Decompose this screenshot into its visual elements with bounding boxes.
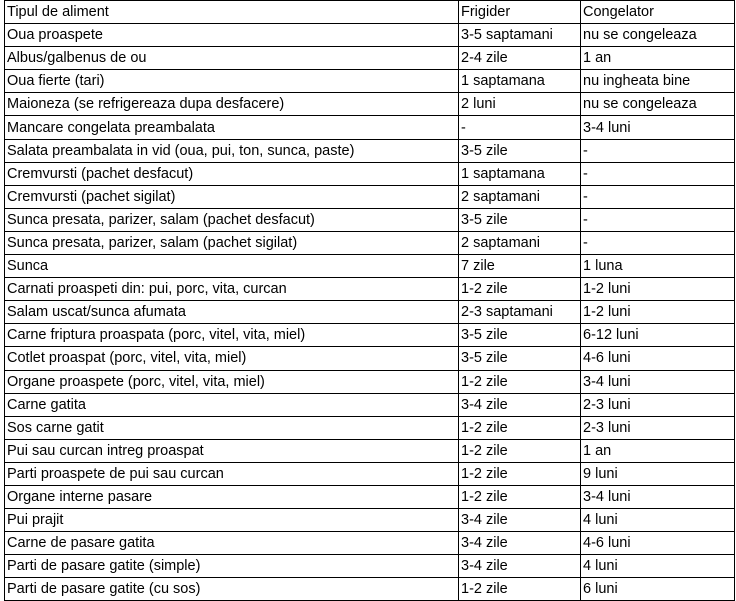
- cell-freezer-duration: -: [581, 139, 735, 162]
- cell-freezer-duration: 9 luni: [581, 462, 735, 485]
- cell-food-type: Salata preambalata in vid (oua, pui, ton, sunca, paste): [5, 139, 459, 162]
- cell-food-type: Carnati proaspeti din: pui, porc, vita, curcan: [5, 278, 459, 301]
- cell-freezer-duration: 1 luna: [581, 255, 735, 278]
- cell-fridge-duration: 2 luni: [459, 93, 581, 116]
- table-row: [5, 324, 735, 347]
- table-row: [5, 231, 735, 254]
- cell-freezer-duration: 2-3 luni: [581, 393, 735, 416]
- table-row: [5, 93, 735, 116]
- cell-fridge-duration: 1-2 zile: [459, 416, 581, 439]
- cell-freezer-duration: 3-4 luni: [581, 485, 735, 508]
- cell-freezer-duration: 4 luni: [581, 555, 735, 578]
- cell-food-type: Carne gatita: [5, 393, 459, 416]
- table-row: [5, 509, 735, 532]
- cell-freezer-duration: nu se congeleaza: [581, 93, 735, 116]
- table-row: [5, 162, 735, 185]
- cell-freezer-duration: 1 an: [581, 47, 735, 70]
- cell-freezer-duration: 4 luni: [581, 509, 735, 532]
- table-header-row: [5, 1, 735, 24]
- table-row: [5, 555, 735, 578]
- table-row: [5, 532, 735, 555]
- cell-freezer-duration: 3-4 luni: [581, 370, 735, 393]
- cell-food-type: Maioneza (se refrigereaza dupa desfacere): [5, 93, 459, 116]
- cell-food-type: Oua proaspete: [5, 24, 459, 47]
- table-body: [5, 24, 735, 601]
- cell-food-type: Carne friptura proaspata (porc, vitel, vita, miel): [5, 324, 459, 347]
- table-row: [5, 393, 735, 416]
- cell-freezer-duration: nu ingheata bine: [581, 70, 735, 93]
- cell-food-type: Sunca: [5, 255, 459, 278]
- table-row: [5, 416, 735, 439]
- cell-freezer-duration: 1 an: [581, 439, 735, 462]
- table-row: [5, 485, 735, 508]
- cell-food-type: Parti de pasare gatite (simple): [5, 555, 459, 578]
- cell-freezer-duration: 2-3 luni: [581, 416, 735, 439]
- cell-freezer-duration: 6 luni: [581, 578, 735, 601]
- cell-fridge-duration: 2 saptamani: [459, 231, 581, 254]
- cell-food-type: Sos carne gatit: [5, 416, 459, 439]
- food-storage-table-container: [4, 0, 734, 601]
- cell-food-type: Organe proaspete (porc, vitel, vita, miel): [5, 370, 459, 393]
- cell-food-type: Cotlet proaspat (porc, vitel, vita, miel): [5, 347, 459, 370]
- table-row: [5, 439, 735, 462]
- cell-food-type: Parti de pasare gatite (cu sos): [5, 578, 459, 601]
- cell-fridge-duration: 2 saptamani: [459, 185, 581, 208]
- cell-fridge-duration: 1-2 zile: [459, 370, 581, 393]
- cell-food-type: Cremvursti (pachet desfacut): [5, 162, 459, 185]
- cell-fridge-duration: 1-2 zile: [459, 462, 581, 485]
- cell-fridge-duration: 1-2 zile: [459, 485, 581, 508]
- cell-freezer-duration: 4-6 luni: [581, 347, 735, 370]
- cell-freezer-duration: 1-2 luni: [581, 278, 735, 301]
- cell-fridge-duration: 1-2 zile: [459, 439, 581, 462]
- table-row: [5, 370, 735, 393]
- cell-food-type: Albus/galbenus de ou: [5, 47, 459, 70]
- cell-food-type: Pui prajit: [5, 509, 459, 532]
- header-food-type: Tipul de aliment: [5, 1, 459, 24]
- cell-fridge-duration: 3-5 zile: [459, 347, 581, 370]
- cell-food-type: Cremvursti (pachet sigilat): [5, 185, 459, 208]
- table-row: [5, 70, 735, 93]
- cell-food-type: Carne de pasare gatita: [5, 532, 459, 555]
- cell-fridge-duration: 3-4 zile: [459, 532, 581, 555]
- header-fridge: Frigider: [459, 1, 581, 24]
- cell-food-type: Organe interne pasare: [5, 485, 459, 508]
- cell-freezer-duration: -: [581, 208, 735, 231]
- table-row: [5, 462, 735, 485]
- cell-freezer-duration: -: [581, 162, 735, 185]
- cell-food-type: Sunca presata, parizer, salam (pachet sigilat): [5, 231, 459, 254]
- table-row: [5, 301, 735, 324]
- cell-fridge-duration: 2-3 saptamani: [459, 301, 581, 324]
- cell-fridge-duration: 3-4 zile: [459, 393, 581, 416]
- table-row: [5, 139, 735, 162]
- cell-freezer-duration: 4-6 luni: [581, 532, 735, 555]
- cell-fridge-duration: 7 zile: [459, 255, 581, 278]
- cell-freezer-duration: nu se congeleaza: [581, 24, 735, 47]
- food-storage-table: [4, 0, 735, 601]
- cell-fridge-duration: 1-2 zile: [459, 278, 581, 301]
- table-row: [5, 347, 735, 370]
- cell-fridge-duration: 3-5 saptamani: [459, 24, 581, 47]
- cell-food-type: Pui sau curcan intreg proaspat: [5, 439, 459, 462]
- cell-fridge-duration: 3-5 zile: [459, 139, 581, 162]
- cell-freezer-duration: -: [581, 185, 735, 208]
- cell-fridge-duration: 1 saptamana: [459, 70, 581, 93]
- table-row: [5, 47, 735, 70]
- table-row: [5, 116, 735, 139]
- table-row: [5, 185, 735, 208]
- table-row: [5, 278, 735, 301]
- cell-freezer-duration: 1-2 luni: [581, 301, 735, 324]
- cell-freezer-duration: 3-4 luni: [581, 116, 735, 139]
- cell-food-type: Mancare congelata preambalata: [5, 116, 459, 139]
- cell-fridge-duration: 3-5 zile: [459, 324, 581, 347]
- cell-fridge-duration: 3-5 zile: [459, 208, 581, 231]
- cell-food-type: Sunca presata, parizer, salam (pachet desfacut): [5, 208, 459, 231]
- table-row: [5, 255, 735, 278]
- cell-food-type: Oua fierte (tari): [5, 70, 459, 93]
- table-row: [5, 24, 735, 47]
- cell-fridge-duration: 2-4 zile: [459, 47, 581, 70]
- cell-fridge-duration: 1 saptamana: [459, 162, 581, 185]
- cell-fridge-duration: -: [459, 116, 581, 139]
- cell-fridge-duration: 3-4 zile: [459, 509, 581, 532]
- cell-fridge-duration: 1-2 zile: [459, 578, 581, 601]
- table-row: [5, 578, 735, 601]
- table-row: [5, 208, 735, 231]
- cell-freezer-duration: 6-12 luni: [581, 324, 735, 347]
- cell-food-type: Salam uscat/sunca afumata: [5, 301, 459, 324]
- header-freezer: Congelator: [581, 1, 735, 24]
- cell-freezer-duration: -: [581, 231, 735, 254]
- cell-fridge-duration: 3-4 zile: [459, 555, 581, 578]
- cell-food-type: Parti proaspete de pui sau curcan: [5, 462, 459, 485]
